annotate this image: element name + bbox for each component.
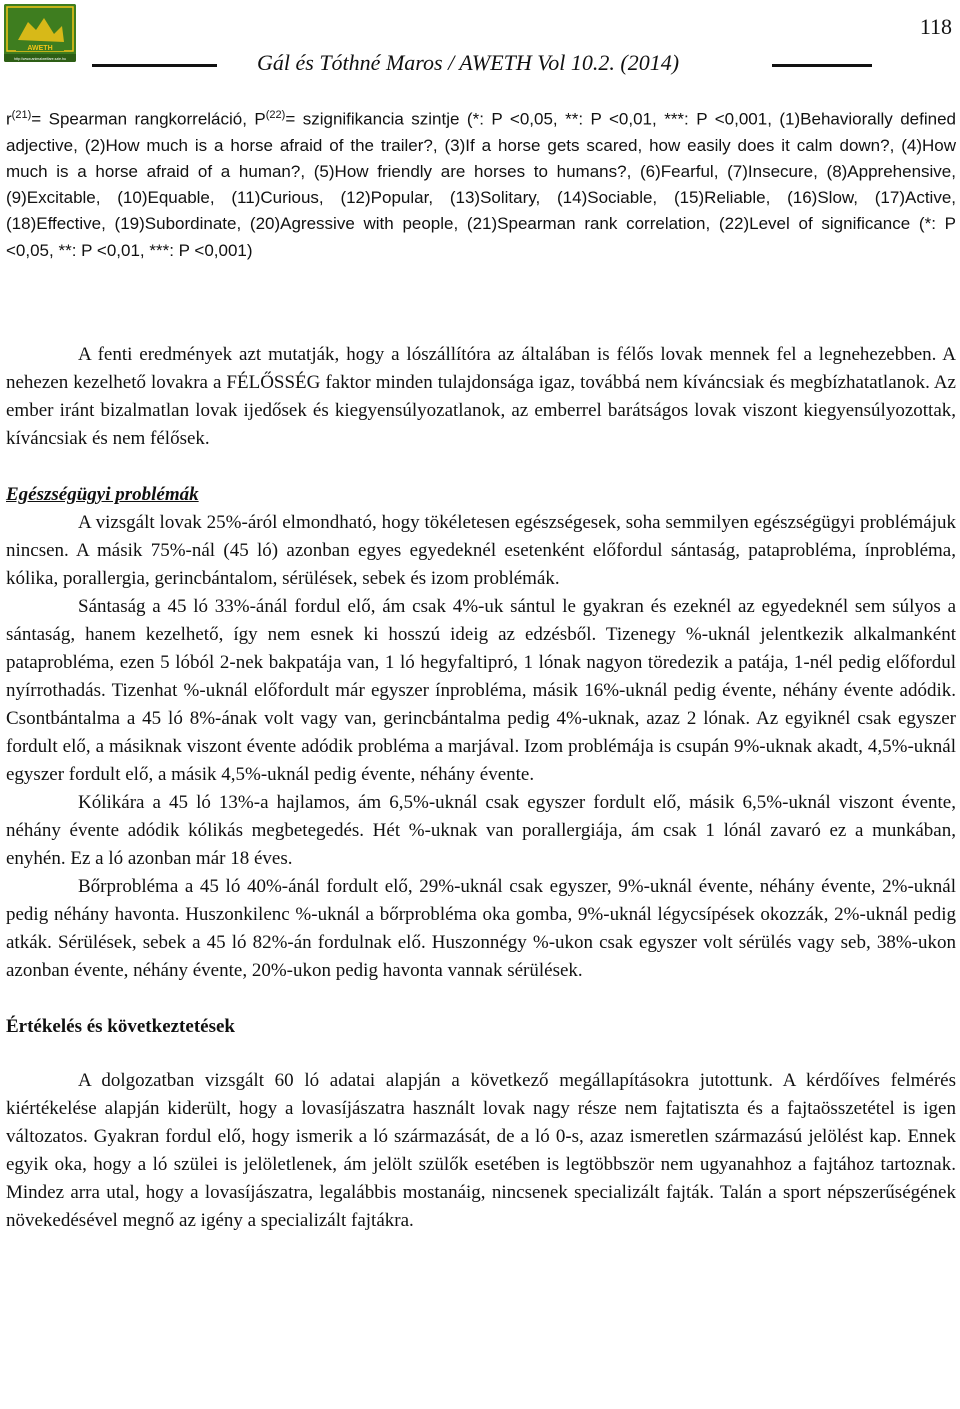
footnote-text-1: = Spearman rangkorreláció, P bbox=[31, 109, 266, 129]
logo-text: AWETH bbox=[27, 45, 53, 52]
horse-logo-icon bbox=[4, 4, 76, 62]
paragraph-conclusions: A dolgozatban vizsgált 60 ló adatai alapján a következő megállapításokra jutottunk. A kérdőíves felmérés kiértékelése alapján kiderült, hogy a lovasíjászatra használt lovak nagy része nem fajtatiszta és a fajtaösszetétel is igen változatos. Gyakran fordul elő, hogy ismerik a ló származását, de a ló 0-s, azaz ismeretlen származású jelölést kap. Ennek egyik oka, hogy a ló szülei is jelöletlenek, ám jelölt szülők esetében is legtöbbször nem ugyanahhoz a fajtához tartoznak. Mindez arra utal, hogy a lovasíjászatra, legalábbis mostanáig, nincsenek specializált fajták. Talán a sport népszerűségének növekedésével megnő az igény a specializált fajtákra. bbox=[6, 1070, 956, 1231]
paragraph-results: A fenti eredmények azt mutatják, hogy a lószállítóra az általában is félős lovak mennek fel a legnehezebben. A nehezen kezelhető lovakra a FÉLŐSSÉG faktor minden tulajdonsága igaz, továbbá nem kíváncsiak és megbízhatatlanok. Az ember iránt bizalmatlan lovak ijedősek és kiegyensúlyozatlanok, az emberrel barátságos lovak viszont kiegyensúlyozottak, kíváncsiak és nem félősek. bbox=[6, 344, 956, 449]
page-number: 118 bbox=[919, 14, 952, 39]
running-header bbox=[92, 50, 872, 80]
section-heading-health: Egészségügyi problémák bbox=[6, 484, 199, 505]
footnote-text-2: = szignifikancia szintje (*: P <0,05, **: P <0,01, ***: P <0,001, (1)Behaviorally defined adjective, (2)How much is a horse afraid of the trailer?, (3)If a horse gets scared, how easily does it calm down?, (4)How much is a horse afraid of a human?, (5)How friendly are horses to humans?, (6)Fearful, (7)Insecure, (8)Apprehensive, (9)Excitable, (10)Equable, (11)Curious, (12)Popular, (13)Solitary, (14)Sociable, (15)Reliable, (16)Slow, (17)Active, (18)Effective, (19)Subordinate, (20)Agressive with people, (21)Spearman rank correlation, (22)Level of significance (*: P <0,05, **: P <0,01, ***: P <0,001) bbox=[6, 109, 956, 260]
article-body bbox=[6, 341, 956, 1235]
journal-logo bbox=[4, 4, 76, 62]
header-rule-right bbox=[772, 64, 872, 67]
page-header bbox=[0, 0, 960, 80]
paragraph-health-intro: A vizsgált lovak 25%-áról elmondható, hogy tökéletesen egészségesek, soha semmilyen egészségügyi problémájuk nincsen. A másik 75%-nál (45 ló) azonban egyes egyedeknél esetenként előfordul sántaság, pataprobléma, ínprobléma, kólika, porallergia, gerincbántalom, sérülések, sebek és izom problémák. bbox=[6, 512, 956, 589]
logo-url: http://www.animalwelfare.szie.hu bbox=[13, 57, 67, 61]
journal-citation: Gál és Tóthné Maros / AWETH Vol 10.2. (2014) bbox=[257, 50, 680, 75]
section-heading-conclusions: Értékelés és következtetések bbox=[6, 1016, 235, 1037]
footnote-sup-21: (21) bbox=[11, 109, 32, 121]
paragraph-skin: Bőrprobléma a 45 ló 40%-ánál fordult elő, 29%-uknál csak egyszer, 9%-uknál évente, néhány évente, 2%-uknál pedig néhány havonta. Huszonkilenc %-uknál a bőrprobléma oka gomba, 9%-uknál légycsípések okozzák, 2%-uknál pedig atkák. Sérülések, sebek a 45 ló 82%-án fordulnak elő. Huszonnégy %-ukon csak egyszer volt sérülés vagy seb, 38%-ukon azonban évente, néhány évente, 20%-ukon pedig havonta vannak sérülések. bbox=[6, 876, 956, 981]
footnote-r: r bbox=[6, 109, 12, 129]
paragraph-lameness: Sántaság a 45 ló 33%-ánál fordul elő, ám csak 4%-uk sántul le gyakran és ezeknél az egyedeknél sem súlyos a sántaság, hanem kezelhető, így nem esnek ki hosszú ideig az edzésből. Tizenegy %-uknál jelentkezik alkalmanként pataprobléma, ezen 5 lóból 2-nek bakpatája van, 1 ló hegyfaltipró, 1 lónak nagyon töredezik a patája, 1-nél pedig előfordul nyírrothadás. Tizenhat %-uknál előfordult már egyszer ínprobléma, másik 16%-uknál pedig évente, néhány évente adódik. Csontbántalma a 45 ló 8%-ának volt vagy van, gerincbántalma pedig 4%-uknak, azaz 2 lónak. Az egyiknél csak egyszer fordult elő, a másiknak viszont évente adódik probléma a marjával. Izom problémája is csupán 9%-uknak akadt, 4,5%-uknál egyszer fordult elő, a másik 4,5%-uknál pedig évente, néhány évente. bbox=[6, 596, 956, 785]
table-footnote bbox=[6, 102, 956, 264]
paragraph-colic: Kólikára a 45 ló 13%-a hajlamos, ám 6,5%-uknál csak egyszer fordult elő, másik 6,5%-uknál viszont évente, néhány évente adódik kólikás megbetegedés. Hét %-uknak van porallergiája, ám csak 1 lónál zavaró ez a munkában, enyhén. Ez a ló azonban már 18 éves. bbox=[6, 792, 956, 869]
header-rule-left bbox=[92, 64, 217, 67]
footnote-sup-22: (22) bbox=[265, 109, 286, 121]
